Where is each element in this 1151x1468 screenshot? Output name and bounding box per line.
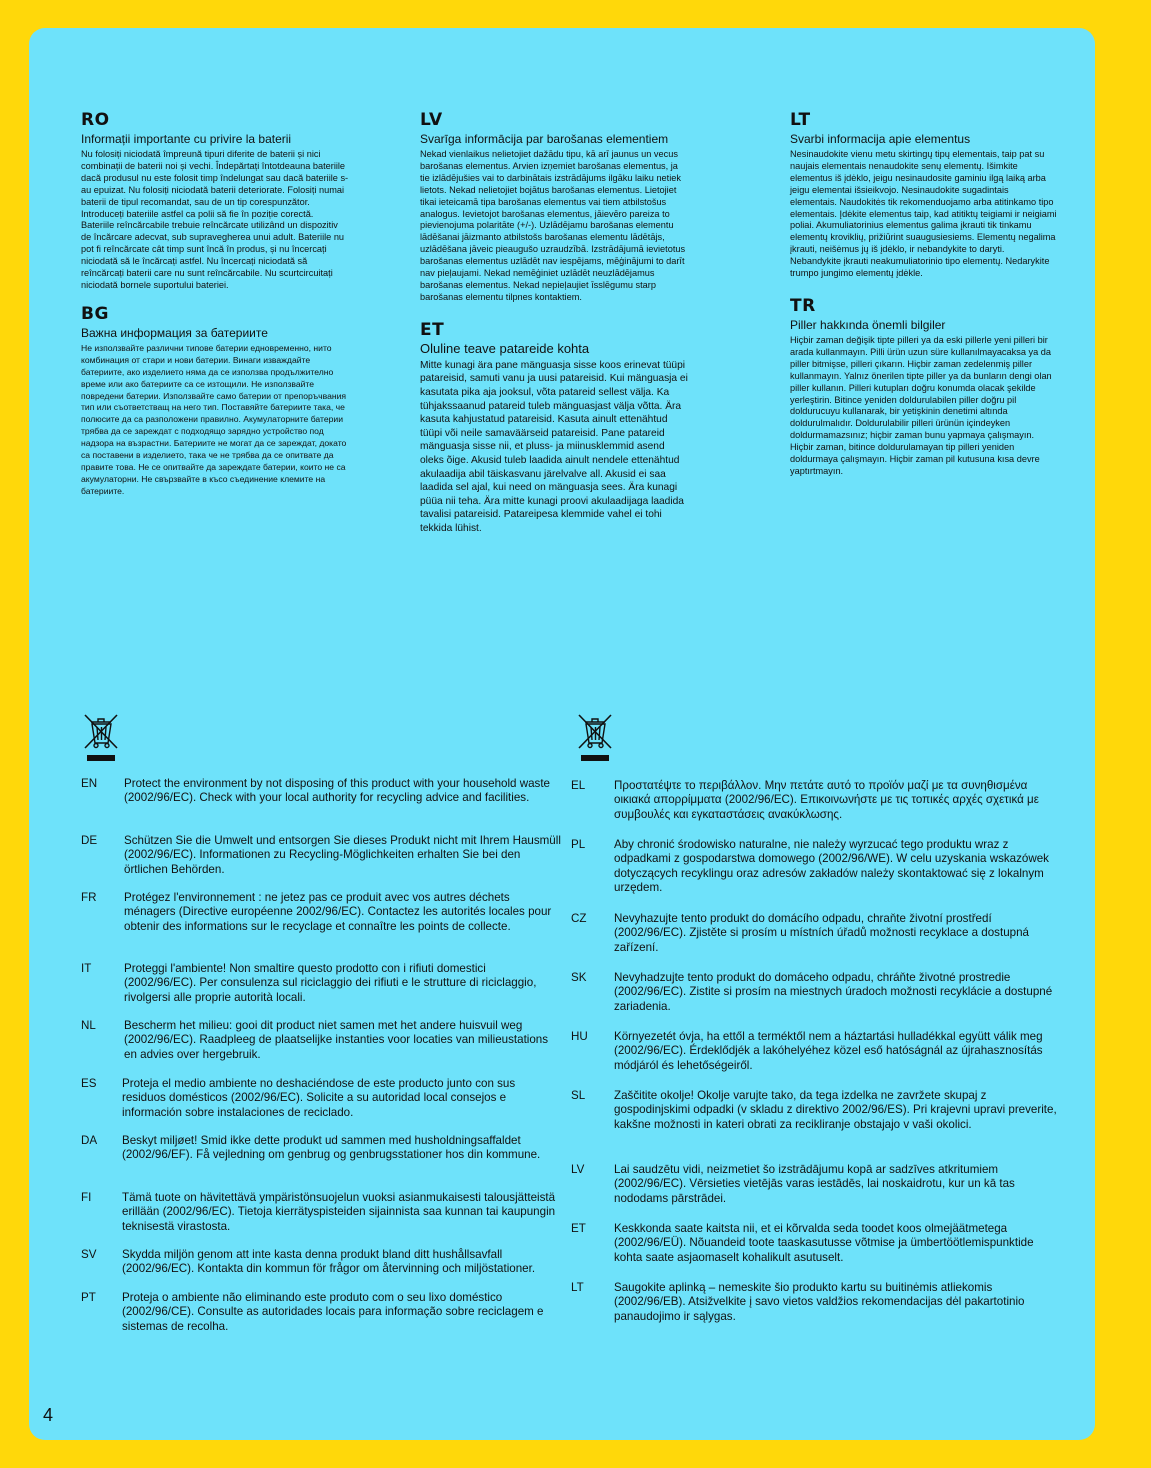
notice-text: Tämä tuote on hävitettävä ympäristönsuojelun vuoksi asianmukaisesti talousjätteistä erillään (2002/96/EC). Tietoja kierrätyspisteiden sijainnista saa kunnan tai kaupungin teknisestä virastosta. <box>122 1191 556 1233</box>
lang-code: TR <box>790 295 816 316</box>
notice-text: Nevyhazujte tento produkt do domácího odpadu, chraňte životní prostředí (2002/96/EC). Zjistěte si prosím u místních úřadů možnosti recyklace a dostupná zařízení. <box>614 912 1029 954</box>
notice-code: LV <box>571 1163 585 1176</box>
battery-section-bg <box>81 304 349 498</box>
notice-code: FR <box>81 891 97 904</box>
notice-code: PT <box>81 1291 96 1304</box>
page-number: 4 <box>43 1405 54 1425</box>
notice-sk <box>571 971 1061 1014</box>
battery-section-et <box>420 320 688 536</box>
notice-code: ET <box>571 1222 586 1235</box>
notice-code: CZ <box>571 912 587 925</box>
notice-code: SL <box>571 1089 586 1102</box>
notice-en <box>81 777 561 806</box>
notice-text: Proteja el medio ambiente no deshaciéndose de este producto junto con sus residuos domésticos (2002/96/EC). Solicite a su autoridad local consejos e información sobre instalaciones de reciclado. <box>122 1077 516 1119</box>
section-title: Важна информация за батериите <box>81 325 268 340</box>
battery-column-3 <box>790 110 1058 490</box>
notice-lt <box>571 1281 1061 1324</box>
notice-code: IT <box>81 962 92 975</box>
notice-text: Schützen Sie die Umwelt und entsorgen Sie dieses Produkt nicht mit Ihrem Hausmüll (2002/96/EC). Informationen zu Recycling-Möglichkeiten erhalten Sie bei den örtlichen Behörden. <box>124 834 561 876</box>
section-title: Piller hakkında önemli bilgiler <box>790 317 946 332</box>
battery-section-lv <box>420 110 688 304</box>
notice-code: SK <box>571 971 587 984</box>
notice-code: HU <box>571 1030 588 1043</box>
notice-text: Proteja o ambiente não eliminando este produto com o seu lixo doméstico (2002/96/CE). Consulte as autoridades locais para informação sobre reciclagem e sistemas de recolha. <box>122 1291 544 1333</box>
section-body: Nesinaudokite vienu metu skirtingų tipų elementais, taip pat su naujais elementais nenaudokite senų elementų. Išimkite elementus iš įdėklo, jeigu nesinaudosite gaminiu ilgą laiką arba jeigu elementai išsieikvojo. Nesinaudokite sugadintais elementais. Naudokitės tik rekomenduojamo arba atitinkamo tipo elementais. Įdėkite elementus taip, kad atitiktų teigiami ir neigiami poliai. Akumuliatorinius elementus galima įkrauti tik tinkamu elementų kroviklių, prižiūrint suaugusiesiems. Elementų negalima įkrauti, neišėmus jų iš įdėklo, ir nebandykite to daryti. Nebandykite įkrauti neakumuliatorinio tipo elementų. Nedarykite trumpo jungimo elementų įdėkle. <box>790 149 1057 279</box>
notice-text: Zaščitite okolje! Okolje varujte tako, da tega izdelka ne zavržete skupaj z gospodinjskimi odpadki (v skladu z direktivo 2002/96/ES). Pri krajevni upravi preverite, kakšne možnosti in kateri obrati za recikliranje obstajajo v vaši okolici. <box>614 1089 1057 1131</box>
notice-code: PL <box>571 838 586 851</box>
section-title: Svarbi informacija apie elementus <box>790 132 971 146</box>
notice-hu <box>571 1030 1061 1073</box>
notice-text: Προστατέψτε το περιβάλλον. Μην πετάτε αυτό το προϊόν μαζί με τα συνηθισμένα οικιακά απορρίμματα (2002/96/EC). Επικοινωνήστε με τις τοπικές αρχές σχετικά με συμβουλές και εγκαταστάσεις ανακύκλωσης. <box>614 779 1039 821</box>
battery-section-lt <box>790 110 1058 280</box>
notice-code: FI <box>81 1191 92 1204</box>
notice-fr <box>81 891 561 934</box>
notice-fi <box>81 1191 561 1234</box>
notice-et <box>571 1222 1061 1265</box>
battery-section-tr <box>790 296 1058 478</box>
lang-code: ET <box>420 319 445 340</box>
notice-text: Protect the environment by not disposing of this product with your household waste (2002/96/EC). Check with your local authority for recycling advice and facilities. <box>124 777 550 805</box>
notice-code: SV <box>81 1248 97 1261</box>
notice-el <box>571 779 1061 822</box>
lang-code: BG <box>81 303 109 324</box>
notice-it <box>81 962 561 1005</box>
notice-text: Protégez l'environnement : ne jetez pas ce produit avec vos autres déchets ménagers (Directive européenne 2002/96/EC). Contactez les autorités locales pour obtenir des informations sur le recyclage et connaître les points de collecte. <box>124 891 552 933</box>
section-title: Informații importante cu privire la baterii <box>81 132 292 146</box>
notice-text: Bescherm het milieu: gooi dit product niet samen met het andere huisvuil weg (2002/96/EC). Raadpleeg de plaatselijke instanties voor locaties van milieustations en advies over hergebruik. <box>124 1019 549 1061</box>
notice-nl <box>81 1019 561 1062</box>
notice-code: NL <box>81 1019 96 1032</box>
notice-sv <box>81 1248 561 1277</box>
notice-text: Saugokite aplinką – nemeskite šio produkto kartu su buitinėmis atliekomis (2002/96/EB). Atsižvelkite į savo vietos valdžios rekomendacijas dėl pakartotinio panaudojimo ir sąlygas. <box>614 1281 1025 1323</box>
section-body: Mitte kunagi ära pane mänguasja sisse koos erinevat tüüpi patareisid, samuti vanu ja uusi patareisid. Kui mänguasja ei kasutata pika aja jooksul, võta patareid sellest välja. Ka tühjakssaanud patareid tuleb mänguasjast välja võtta. Ära kasuta kahjustatud patareisid. Kasuta ainult ettenähtud tüüpi või neile samaväärseid patareisid. Pane patareid mänguasja sisse nii, et pluss- ja miinusklemmid asend oleks õige. Akusid tuleb laadida ainult nendele ettenähtud akulaadija abil täiskasvanu järelvalve all. Akusid ei saa laadida sel ajal, kui need on mänguasja sees. Ära kunagi püüa nii teha. Ära mitte kunagi proovi akulaadijaga laadida tavalisi patareisid. Patareipesa klemmide vahel ei tohi tekkida lühist. <box>420 359 688 534</box>
battery-section-ro <box>81 110 349 292</box>
section-body: Nu folosiți niciodată împreună tipuri diferite de baterii și nici combinații de baterii noi și vechi. Îndepărtați întotdeauna bateriile dacă produsul nu este folosit timp îndelungat sau dacă bateriile s-au epuizat. Nu folosiți niciodată baterii deteriorate. Folosiți numai baterii de tipul recomandat, sau de un tip corespunzător. Introduceți bateriile astfel ca polii să fie în poziție corectă. Bateriile reîncărcabile trebuie reîncărcate utilizând un dispozitiv de încărcare adecvat, sub supravegherea unui adult. Bateriile nu pot fi reîncărcate cât timp sunt încă în produs, și nu încercați niciodată să le încărcați astfel. Nu încercați niciodată să reîncărcați baterii care nu sunt reîncărcabile. Nu scurtcircuitați niciodată bornele suportului bateriei. <box>81 149 349 290</box>
notice-cz <box>571 912 1061 955</box>
notice-text: Lai saudzētu vidi, neizmetiet šo izstrādājumu kopā ar sadzīves atkritumiem (2002/96/EC). Vērsieties vietējās varas iestādēs, lai noskaidrotu, kur un kā tas nododams pārstrādei. <box>614 1163 1015 1205</box>
notice-code: EN <box>81 777 98 790</box>
notice-code: DE <box>81 834 98 847</box>
notice-code: ES <box>81 1077 97 1090</box>
notice-text: Keskkonda saate kaitsta nii, et ei kõrvalda seda toodet koos olmejäätmetega (2002/96/EÜ). Nõuandeid toote taaskasutusse võtmise ja ümbertöötlemispunktide kohta saate asjaomaselt kohalikult asutuselt. <box>614 1222 1034 1264</box>
notice-text: Nevyhadzujte tento produkt do domáceho odpadu, chráňte životné prostredie (2002/96/EC). Zistite si prosím na miestnych úradoch možnosti recyklácie a dostupné zariadenia. <box>614 971 1053 1013</box>
section-title: Svarīga informācija par barošanas elementiem <box>420 132 669 146</box>
notice-es <box>81 1077 561 1120</box>
notice-code: EL <box>571 779 586 792</box>
crossed-out-wheelie-bin-icon <box>82 712 120 764</box>
section-body: Не използвайте различни типове батерии едновременно, нито комбинация от стари и нови батерии. Винаги изваждайте батериите, ако изделието няма да се използва продължително време или ако батериите са се изтощили. Не използвайте повредени батерии. Използвайте само батерии от препоръчвания тип или съответстващ на него тип. Поставяйте батериите така, че полюсите да са разположени правилно. Акумулаторните батерии трябва да се зареждат с подходящо зарядно устройство под надзора на възрастни. Батериите не могат да се зареждат, докато са поставени в изделието, така че не трябва да се опитвате да правите това. Не се опитвайте да зареждате батерии, които не са акумулаторни. Не свързвайте в късо съединение клемите на батериите. <box>81 342 347 496</box>
notice-text: Beskyt miljøet! Smid ikke dette produkt ud sammen med husholdningsaffaldet (2002/96/EF). Få vejledning om genbrug og genbrugsstationer hos din kommune. <box>122 1134 541 1162</box>
notice-code: DA <box>81 1134 98 1147</box>
lang-code: LT <box>790 110 811 130</box>
crossed-out-wheelie-bin-icon <box>576 712 614 764</box>
notice-sl <box>571 1089 1061 1132</box>
notice-da <box>81 1134 561 1163</box>
lang-code: LV <box>420 110 443 130</box>
notice-text: Környezetét óvja, ha ettől a terméktől nem a háztartási hulladékkal együtt válik meg (2002/96/EC). Érdeklődjék a lakóhelyéhez közel eső hatóságnál az újrahasznosítás módjáról és lehetőségeiről. <box>614 1030 1043 1072</box>
battery-column-1 <box>81 110 349 510</box>
battery-column-2 <box>420 110 688 548</box>
section-title: Oluline teave patareide kohta <box>420 340 590 356</box>
notice-pt <box>81 1291 561 1334</box>
section-body: Nekad vienlaikus nelietojiet dažādu tipu, kā arī jaunus un vecus barošanas elementus. Arvien izņemiet barošanas elementus, ja tie izlādējušies vai to darbinātais izstrādājums ilgāku laiku netiek lietots. Nekad nelietojiet bojātus barošanas elementus. Lietojiet tikai ieteicamā tipa barošanas elementus vai tiem atbilstošus analogus. Ievietojot barošanas elementus, jāievēro pareiza to pievienojuma polaritāte (+/-). Uzlādējamu barošanas elementu lādēšanai jāizmanto atbilstošs barošanas elementu lādētājs, uzlādēšana jāveic pieaugušo uzraudzībā. Izstrādājumā ievietotus barošanas elementus uzlādēt nav iespējams, mēģinājumi to darīt nav pieļaujami. Nekad nemēģiniet uzlādēt neuzlādējamus barošanas elementus. Nekad nepieļaujiet īsslēgumu starp barošanas elementu tilpnes kontaktiem. <box>420 149 686 302</box>
notice-text: Aby chronić środowisko naturalne, nie należy wyrzucać tego produktu wraz z odpadkami z gospodarstwa domowego (2002/96/WE). W celu uzyskania wskazówek dotyczących recyklingu oraz adresów zakładów należy skontaktować się z lokalnym urzędem. <box>614 838 1049 894</box>
notice-pl <box>571 838 1061 895</box>
notice-lv <box>571 1163 1061 1206</box>
lang-code: RO <box>81 110 110 130</box>
section-body: Hiçbir zaman değişik tipte pilleri ya da eski pillerle yeni pilleri bir arada kullanmayın. Pilli ürün uzun süre kullanılmayacaksa ya da piller bitmişse, pilleri çıkarın. Hiçbir zaman zedelenmiş piller kullanmayın. Yalnız önerilen tipte piller ya da bunların dengi olan piller kullanın. Pilleri kutupları doğru konumda olacak şekilde yerleştirin. Bitince yeniden doldurulabilen piller doğru pil doldurucuyu kullanarak, bir yetişkinin denetimi altında doldurulmalıdır. Doldurulabilir pilleri ürünün içindeyken doldurmamazsınız; hiçbir zaman bunu yapmaya çalışmayın. Hiçbir zaman, bitince doldurulamayan tip pilleri yeniden doldurmaya çalışmayın. Hiçbir zaman pil kutusuna kısa devre yaptırtmayın. <box>790 334 1052 476</box>
notice-de <box>81 834 561 877</box>
notice-code: LT <box>571 1281 584 1294</box>
notice-text: Proteggi l'ambiente! Non smaltire questo prodotto con i rifiuti domestici (2002/96/EC). Per consulenza sul riciclaggio dei rifiuti e le strutture di riciclaggio, rivolgersi alle proprie autorità locali. <box>124 962 537 1004</box>
notice-text: Skydda miljön genom att inte kasta denna produkt bland ditt hushållsavfall (2002/96/EC). Kontakta din kommun för frågor om återvinning och miljöstationer. <box>122 1248 536 1276</box>
